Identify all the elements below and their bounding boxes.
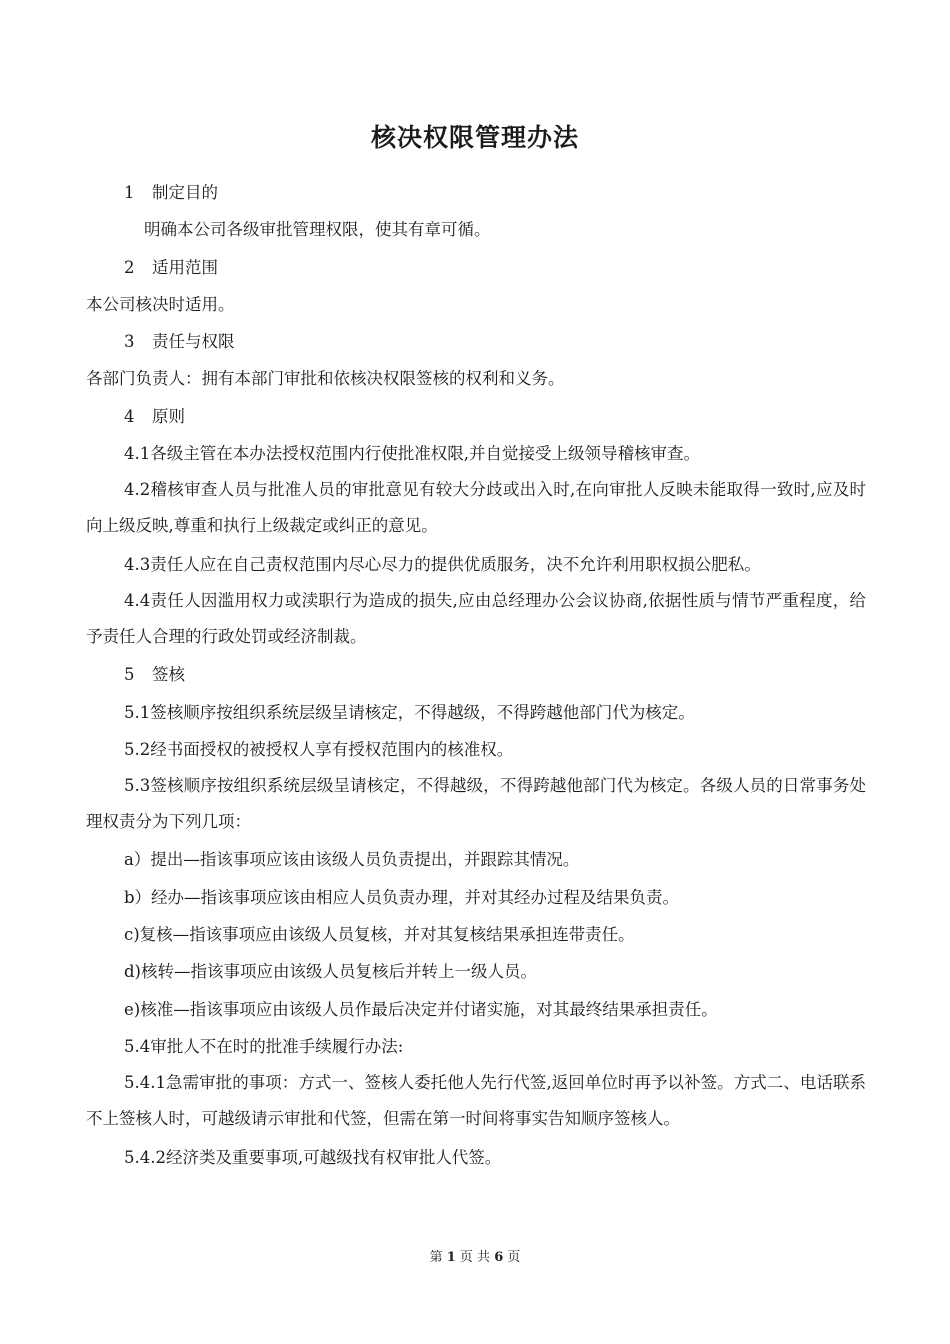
page-footer <box>0 1246 950 1270</box>
footer-middle: 页 共 <box>459 1250 491 1265</box>
clause-4-3: 4.3责任人应在自己责权范围内尽心尽力的提供优质服务，决不允许利用职权损公肥私。 <box>124 554 761 574</box>
clause-4-1: 4.1各级主管在本办法授权范围内行使批准权限,并自觉接受上级领导稽核审查。 <box>124 444 700 464</box>
document-body <box>86 174 866 1176</box>
section-heading <box>86 249 866 286</box>
list-item: e)核准—指该事项应由该级人员作最后决定并付诸实施，对其最终结果承担责任。 <box>124 999 718 1019</box>
section-paragraph: 本公司核决时适用。 <box>86 294 235 314</box>
total-pages: 6 <box>494 1250 504 1265</box>
section-paragraph: 各部门负责人：拥有本部门审批和依核决权限签核的权利和义务。 <box>86 369 565 389</box>
section-number: 3 <box>124 332 135 352</box>
footer-prefix: 第 <box>429 1250 443 1265</box>
clause-5-4-2: 5.4.2经济类及重要事项,可越级找有权审批人代签。 <box>124 1147 502 1167</box>
page-number: 1 <box>446 1250 456 1265</box>
clause-5-2: 5.2经书面授权的被授权人享有授权范围内的核准权。 <box>124 739 514 759</box>
section-number: 1 <box>124 183 135 202</box>
section-title: 签核 <box>152 665 185 685</box>
document-title: 核决权限管理办法 <box>370 123 579 152</box>
section-number: 5 <box>124 665 135 685</box>
list-item: a）提出—指该事项应该由该级人员负责提出，并跟踪其情况。 <box>124 850 580 870</box>
clause-4-2: 4.2稽核审查人员与批准人员的审批意见有较大分歧或出入时,在向审批人反映未能取得一致时,应及时向上级反映,尊重和执行上级裁定或纠正的意见。 <box>86 480 866 536</box>
section-title: 适用范围 <box>152 257 218 277</box>
section-title: 责任与权限 <box>152 332 235 352</box>
footer-suffix: 页 <box>507 1250 521 1265</box>
section-heading <box>86 174 866 211</box>
section-heading <box>86 398 866 435</box>
list-item: c)复核—指该事项应由该级人员复核，并对其复核结果承担连带责任。 <box>124 925 635 945</box>
clause-5-1: 5.1签核顺序按组织系统层级呈请核定，不得越级，不得跨越他部门代为核定。 <box>124 702 695 722</box>
clause-5-4: 5.4审批人不在时的批准手续履行办法: <box>124 1036 404 1056</box>
section-number: 4 <box>124 406 135 426</box>
list-item: d)核转—指该事项应由该级人员复核后并转上一级人员。 <box>124 962 537 982</box>
section-paragraph: 明确本公司各级审批管理权限，使其有章可循。 <box>144 220 491 240</box>
section-title: 制定目的 <box>152 183 218 202</box>
list-item: b）经办—指该事项应该由相应人员负责办理，并对其经办过程及结果负责。 <box>124 887 680 907</box>
section-number: 2 <box>124 257 135 277</box>
section-heading <box>86 323 866 360</box>
section-title: 原则 <box>152 406 185 426</box>
clause-5-3: 5.3签核顺序按组织系统层级呈请核定，不得越级，不得跨越他部门代为核定。各级人员的日常事务处理权责分为下列几项： <box>86 776 866 832</box>
clause-4-4: 4.4责任人因滥用权力或渎职行为造成的损失,应由总经理办公会议协商,依据性质与情节严重程度，给予责任人合理的行政处罚或经济制裁。 <box>86 590 866 646</box>
clause-5-4-1: 5.4.1急需审批的事项：方式一、签核人委托他人先行代签,返回单位时再予以补签。方式二、电话联系不上签核人时，可越级请示审批和代签，但需在第一时间将事实告知顺序签核人。 <box>86 1073 866 1129</box>
section-heading <box>86 656 866 693</box>
